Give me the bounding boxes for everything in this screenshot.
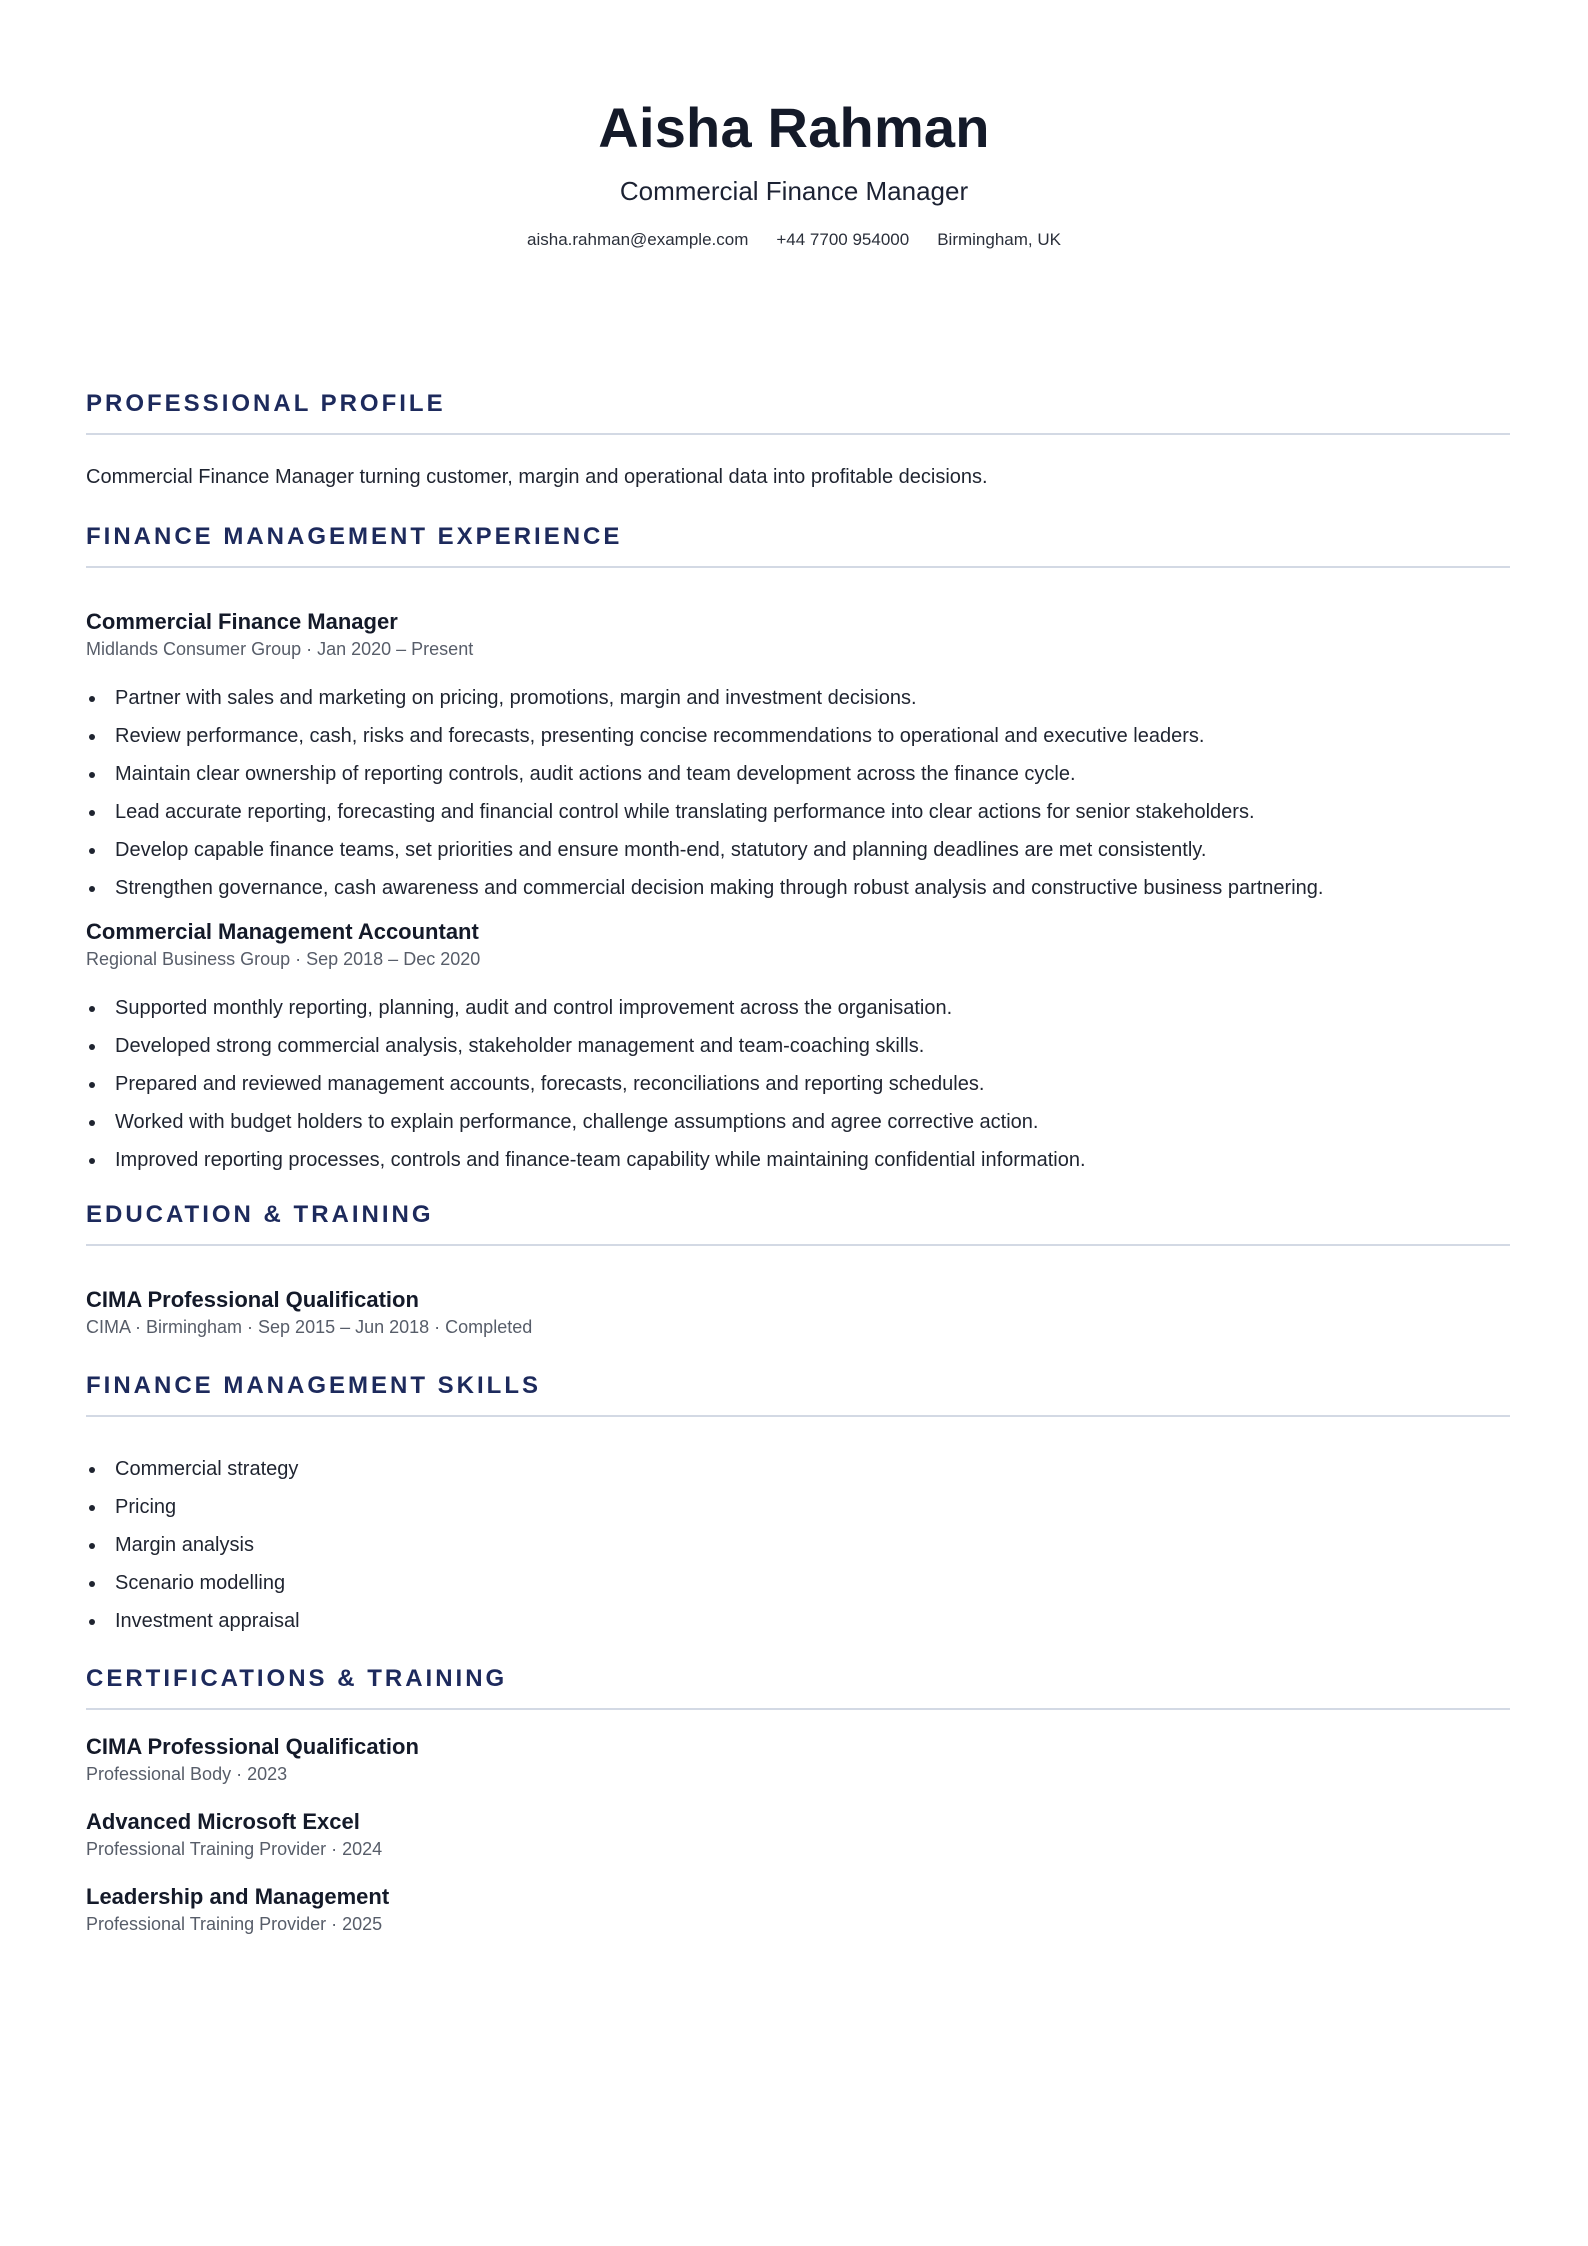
section-divider bbox=[86, 1415, 1510, 1417]
section-title-experience: FINANCE MANAGEMENT EXPERIENCE bbox=[86, 523, 623, 550]
skill-item: Pricing bbox=[86, 1493, 1510, 1521]
skill-item: Margin analysis bbox=[86, 1531, 1510, 1559]
section-title-profile: PROFESSIONAL PROFILE bbox=[86, 390, 446, 417]
certification-title: CIMA Professional Qualification bbox=[86, 1734, 419, 1759]
certification-meta: Professional Training Provider · 2024 bbox=[86, 1839, 383, 1859]
education-title: CIMA Professional Qualification bbox=[86, 1287, 419, 1312]
job-bullet-list bbox=[86, 994, 1510, 1174]
section-title-skills: FINANCE MANAGEMENT SKILLS bbox=[86, 1372, 541, 1399]
contact-line bbox=[0, 228, 1588, 252]
contact-location: Birmingham, UK bbox=[937, 230, 1061, 249]
job-bullet: Prepared and reviewed management accounts, forecasts, reconciliations and reporting schedules. bbox=[86, 1070, 1510, 1098]
job-bullet: Worked with budget holders to explain performance, challenge assumptions and agree corrective action. bbox=[86, 1108, 1510, 1136]
skill-item: Scenario modelling bbox=[86, 1569, 1510, 1597]
job-bullet: Develop capable finance teams, set priorities and ensure month-end, statutory and planning deadlines are met consistently. bbox=[86, 836, 1510, 864]
certification-meta: Professional Body · 2023 bbox=[86, 1764, 288, 1784]
section-title-certifications: CERTIFICATIONS & TRAINING bbox=[86, 1665, 508, 1692]
certification-entry bbox=[86, 1883, 1510, 1936]
job-title: Commercial Management Accountant bbox=[86, 919, 479, 944]
section-divider bbox=[86, 1708, 1510, 1710]
education-entry bbox=[86, 1286, 1510, 1339]
job-bullet: Supported monthly reporting, planning, audit and control improvement across the organisation. bbox=[86, 994, 1510, 1022]
job-bullet: Developed strong commercial analysis, stakeholder management and team-coaching skills. bbox=[86, 1032, 1510, 1060]
skills-list bbox=[86, 1455, 1510, 1635]
job-bullet: Strengthen governance, cash awareness and commercial decision making through robust analysis and constructive business partnering. bbox=[86, 874, 1510, 902]
job-title: Commercial Finance Manager bbox=[86, 609, 398, 634]
job-meta: Midlands Consumer Group · Jan 2020 – Present bbox=[86, 639, 474, 659]
certification-entry bbox=[86, 1808, 1510, 1861]
profile-section bbox=[86, 388, 1510, 491]
section-divider bbox=[86, 433, 1510, 435]
certification-entry bbox=[86, 1733, 1510, 1786]
job-bullet: Lead accurate reporting, forecasting and financial control while translating performance into clear actions for senior stakeholders. bbox=[86, 798, 1510, 826]
section-divider bbox=[86, 566, 1510, 568]
job-entry bbox=[86, 608, 1510, 902]
education-meta: CIMA · Birmingham · Sep 2015 – Jun 2018 · Completed bbox=[86, 1317, 533, 1337]
skill-item: Investment appraisal bbox=[86, 1607, 1510, 1635]
job-entry bbox=[86, 918, 1510, 1174]
certifications-section bbox=[86, 1663, 1510, 1936]
job-bullet: Review performance, cash, risks and forecasts, presenting concise recommendations to operational and executive leaders. bbox=[86, 722, 1510, 750]
section-divider bbox=[86, 1244, 1510, 1246]
skill-item: Commercial strategy bbox=[86, 1455, 1510, 1483]
skills-section bbox=[86, 1370, 1510, 1635]
certification-title: Leadership and Management bbox=[86, 1884, 390, 1909]
profile-summary: Commercial Finance Manager turning customer, margin and operational data into profitable decisions. bbox=[86, 466, 988, 488]
job-bullet: Improved reporting processes, controls and finance-team capability while maintaining confidential information. bbox=[86, 1146, 1510, 1174]
candidate-name: Aisha Rahman bbox=[598, 96, 990, 159]
education-section bbox=[86, 1199, 1510, 1339]
experience-section bbox=[86, 521, 1510, 1174]
job-meta: Regional Business Group · Sep 2018 – Dec 2020 bbox=[86, 949, 481, 969]
job-bullet-list bbox=[86, 684, 1510, 902]
section-title-education: EDUCATION & TRAINING bbox=[86, 1201, 434, 1228]
resume-header bbox=[0, 94, 1588, 252]
contact-email: aisha.rahman@example.com bbox=[527, 230, 749, 249]
candidate-headline: Commercial Finance Manager bbox=[619, 176, 969, 206]
certification-title: Advanced Microsoft Excel bbox=[86, 1809, 360, 1834]
job-bullet: Maintain clear ownership of reporting controls, audit actions and team development across the finance cycle. bbox=[86, 760, 1510, 788]
resume-content bbox=[86, 388, 1510, 1936]
job-bullet: Partner with sales and marketing on pricing, promotions, margin and investment decisions. bbox=[86, 684, 1510, 712]
contact-phone: +44 7700 954000 bbox=[776, 230, 910, 249]
certification-meta: Professional Training Provider · 2025 bbox=[86, 1914, 383, 1934]
